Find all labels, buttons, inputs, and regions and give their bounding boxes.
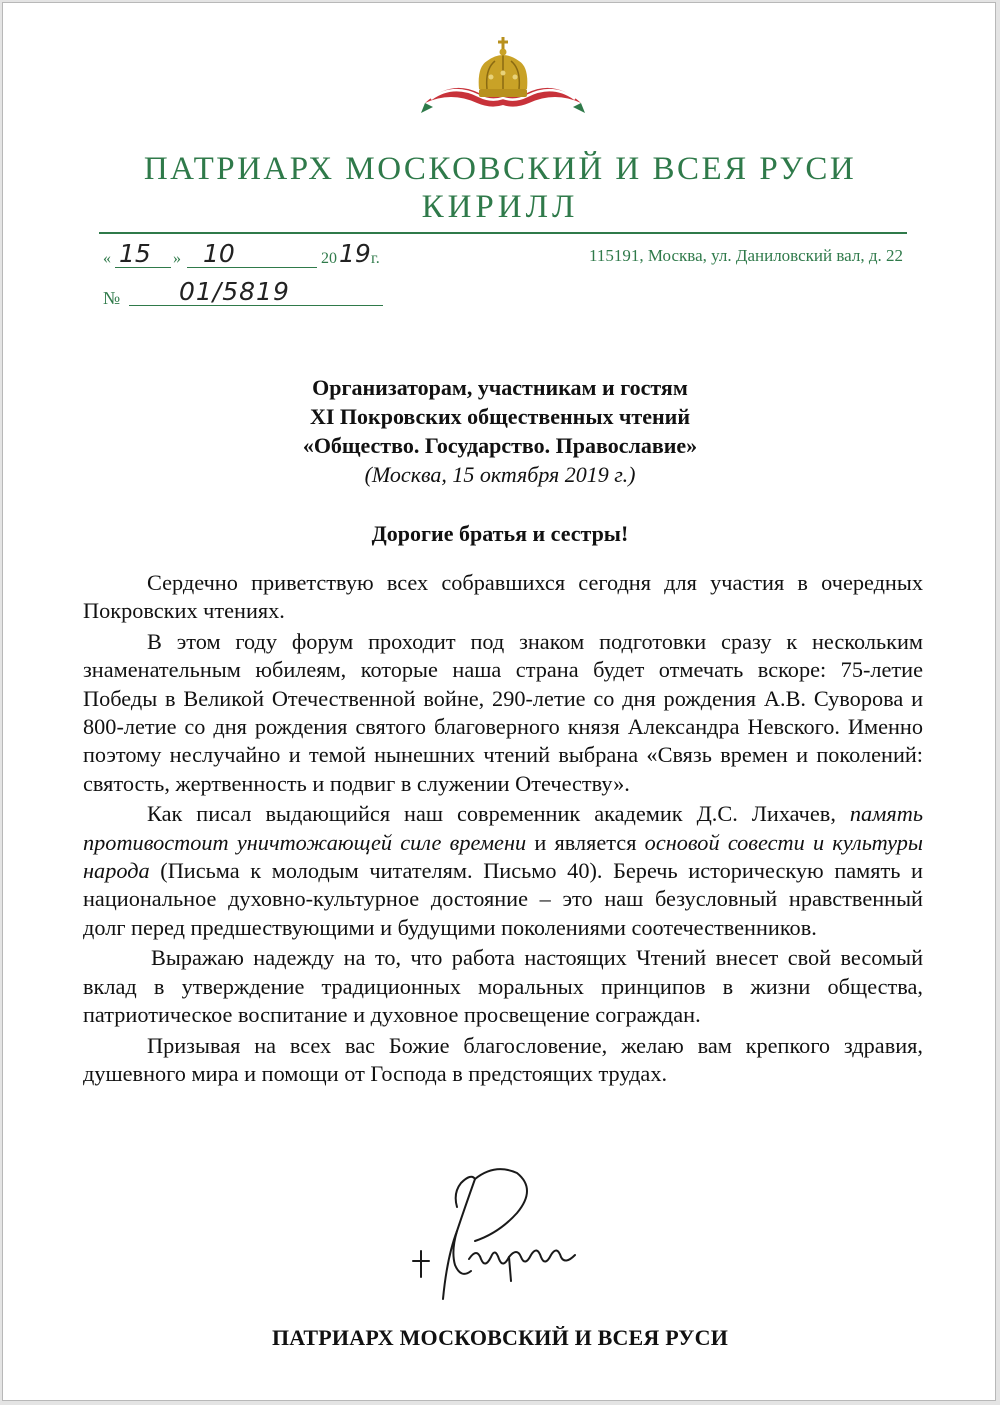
letter-body — [83, 569, 923, 1090]
date-year-prefix: 20 — [321, 250, 337, 267]
date-month-underline — [187, 267, 317, 268]
recipient-line-3: «Общество. Государство. Православие» — [302, 433, 698, 458]
date-quote-close: » — [173, 250, 181, 267]
patriarchal-crown-crest-icon — [421, 33, 585, 115]
signature-title: ПАТРИАРХ МОСКОВСКИЙ И ВСЕЯ РУСИ — [271, 1325, 729, 1350]
body-paragraph-4: Выражаю надежду на то, что работа настоящих Чтений внесет свой весомый вклад в утверждение традиционных моральных принципов в жизни общества, патриотическое воспитание и духовное просвещение сограждан. — [83, 945, 923, 1028]
greeting: Дорогие братья и сестры! — [371, 521, 629, 546]
letterhead-divider — [99, 232, 907, 234]
date-day: 15 — [119, 239, 151, 268]
reference-number: 01/5819 — [179, 277, 290, 306]
letterhead-name: КИРИЛЛ — [421, 189, 579, 225]
recipient-line-1: Организаторам, участникам и гостям — [312, 375, 688, 400]
reference-number-underline — [129, 305, 383, 306]
body-p3-quote-2: основой совести и культуры народа — [83, 829, 923, 884]
date-month: 10 — [203, 239, 235, 268]
date-year-unit: г. — [371, 250, 380, 267]
recipient-line-2: XI Покровских общественных чтений — [309, 404, 691, 429]
handwritten-signature-icon — [399, 1161, 599, 1311]
sender-address: 115191, Москва, ул. Даниловский вал, д. 22 — [588, 246, 903, 265]
body-paragraph-2: В этом году форум проходит под знаком подготовки сразу к нескольким знаменательным юбилеям, которые наша страна будет отмечать вскоре: 75-летие Победы в Великой Отечественной войне, 290-летие со дня рождения А.В. Суворова и 800-летие со дня рождения святого благоверного князя Александра Невского. Именно поэтому неслучайно и темой нынешних чтений выбрана «Связь времен и поколений: святость, жертвенность и подвиг в служении Отечеству». — [83, 628, 923, 796]
body-p3-text-c: и является — [526, 829, 645, 855]
body-p3-text-a: Как писал выдающийся наш современник академик Д.С. Лихачев, — [147, 801, 850, 827]
date-year-suffix: 19 — [339, 239, 371, 268]
body-p3-text-e: (Письма к молодым читателям. Письмо 40). Беречь историческую память и национальное духовно-культурное достояние – это наш безусловный нравственный долг перед предшествующими и будущими поколениями соотечественников. — [83, 858, 923, 940]
letterhead-title: ПАТРИАРХ МОСКОВСКИЙ И ВСЕЯ РУСИ — [143, 151, 857, 187]
recipient-note: (Москва, 15 октября 2019 г.) — [364, 462, 636, 487]
body-paragraph-1: Сердечно приветствую всех собравшихся сегодня для участия в очередных Покровских чтениях. — [83, 570, 923, 624]
body-paragraph-5: Призывая на всех вас Божие благословение, желаю вам крепкого здравия, душевного мира и помощи от Господа в предстоящих трудах. — [83, 1032, 923, 1086]
reference-number-label: № — [103, 288, 121, 308]
body-p3-quote-1: память противостоит уничтожающей силе времени — [83, 801, 923, 855]
date-quote-open: « — [103, 250, 111, 267]
body-paragraph-3 — [83, 800, 923, 942]
letter-page — [2, 2, 996, 1401]
date-day-underline — [115, 267, 171, 268]
